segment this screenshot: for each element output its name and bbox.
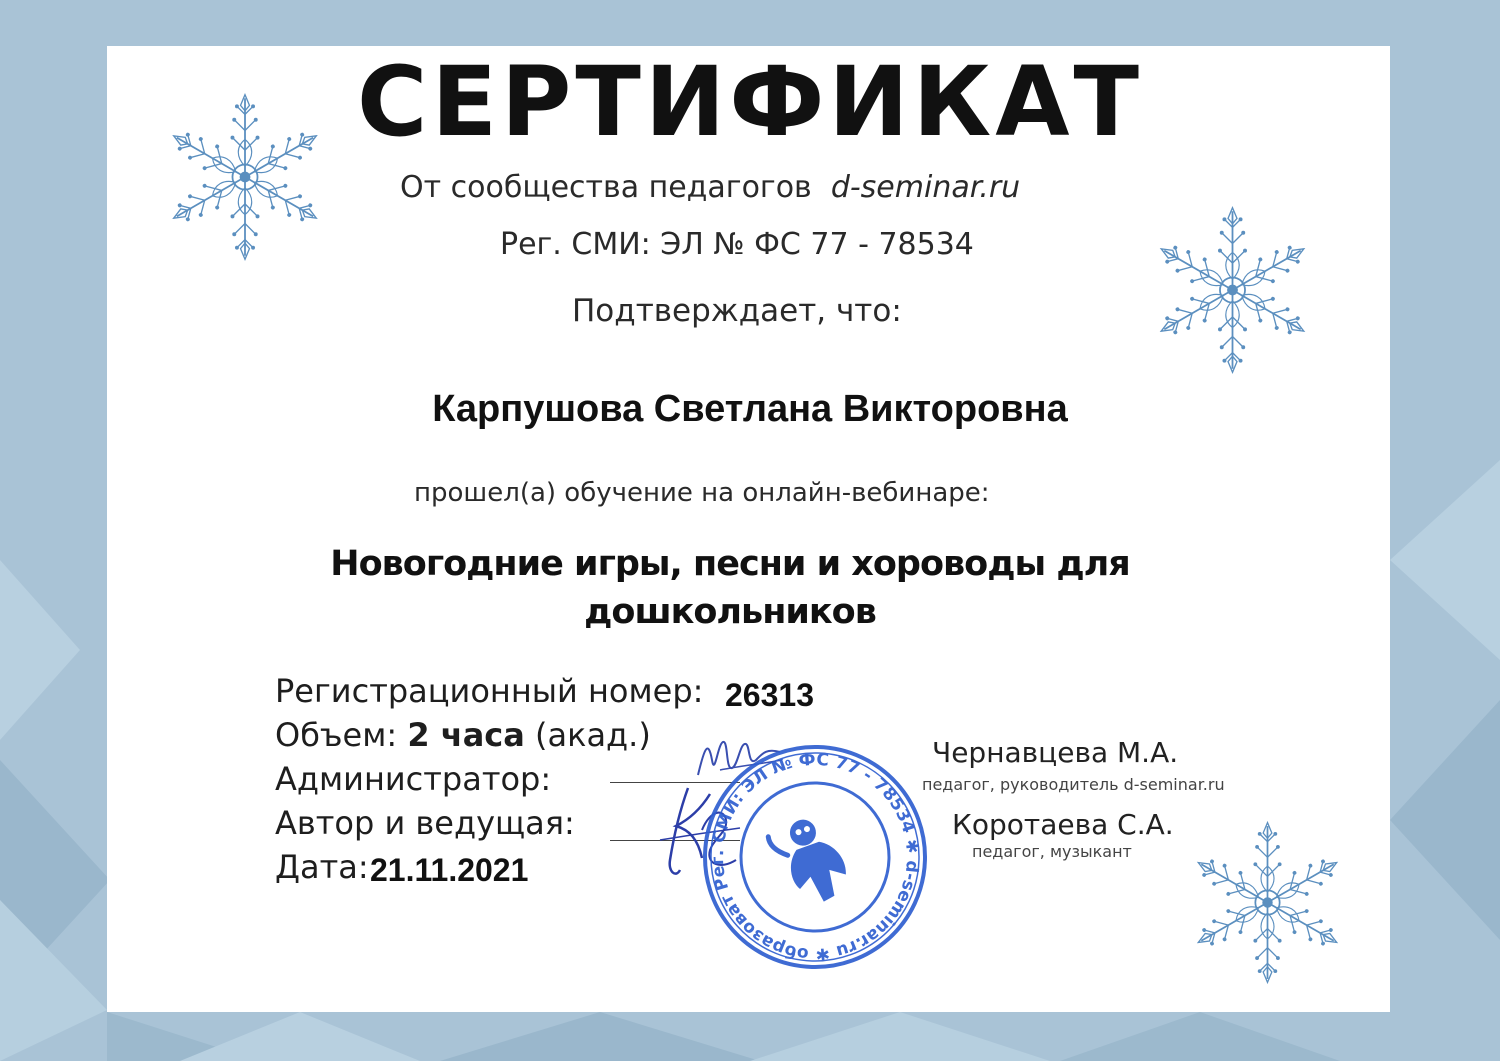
reg-number-label: Регистрационный номер: (275, 672, 704, 710)
snowflake-icon (1140, 205, 1325, 375)
date-label: Дата: (275, 848, 369, 886)
community-line (400, 170, 1020, 205)
snowflake-icon (1180, 820, 1355, 985)
stamp-seal (700, 742, 930, 972)
admin-label: Администратор: (275, 760, 552, 798)
community-site: d-seminar.ru (830, 170, 1021, 205)
volume-value: 2 часа (407, 716, 525, 754)
admin-name: Чернавцева М.А. (932, 736, 1179, 769)
admin-role: педагог, руководитель d-seminar.ru (922, 775, 1225, 794)
author-role: педагог, музыкант (972, 842, 1132, 861)
volume-suffix: (акад.) (535, 716, 651, 754)
community-prefix: От сообщества педагогов (400, 170, 812, 205)
completed-text: прошел(а) обучение на онлайн-вебинаре: (414, 478, 990, 508)
course-title: Новогодние игры, песни и хороводы для дошкольников (330, 544, 1130, 632)
reg-number-value: 26313 (725, 677, 814, 713)
author-label: Автор и ведущая: (275, 804, 575, 842)
volume-line (275, 716, 651, 754)
confirms-text: Подтверждает, что: (572, 293, 902, 329)
volume-label: Объем: (275, 716, 398, 754)
stamp-ring-text: Рег. СМИ: ЭЛ № ФС 77 - 78534 ✱ d-seminar.ru ✱ образовательный (707, 749, 923, 965)
certificate-title: СЕРТИФИКАТ (356, 46, 1143, 158)
author-name: Коротаева С.А. (952, 808, 1174, 841)
media-registration: Рег. СМИ: ЭЛ № ФС 77 - 78534 (500, 227, 974, 262)
recipient-name: Карпушова Светлана Викторовна (432, 388, 1068, 430)
date-value: 21.11.2021 (370, 852, 529, 888)
